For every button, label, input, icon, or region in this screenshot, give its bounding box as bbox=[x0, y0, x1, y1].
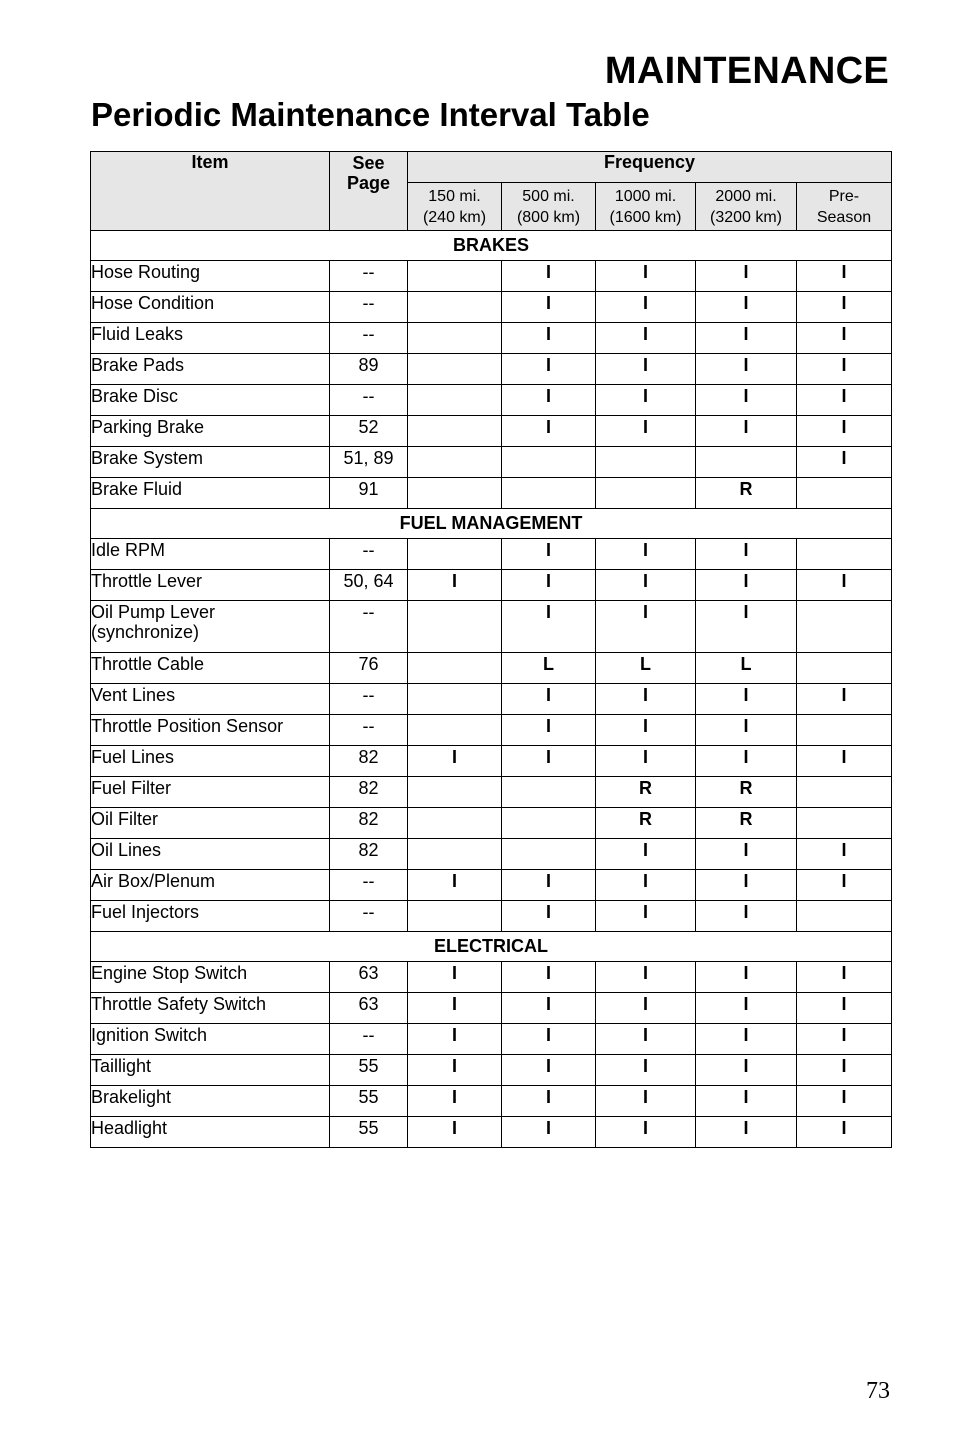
item-cell: Throttle Safety Switch bbox=[91, 993, 330, 1024]
interval-mark-cell: I bbox=[797, 1086, 892, 1117]
item-cell: Brakelight bbox=[91, 1086, 330, 1117]
interval-header: 500 mi. (800 km) bbox=[502, 183, 596, 231]
interval-mark-cell: I bbox=[797, 1117, 892, 1148]
table-row bbox=[91, 1086, 892, 1117]
see-page-cell: 91 bbox=[330, 478, 408, 509]
see-page-cell: -- bbox=[330, 715, 408, 746]
page-number: 73 bbox=[866, 1378, 890, 1404]
interval-mark-cell: L bbox=[696, 653, 797, 684]
see-page-cell: 51, 89 bbox=[330, 447, 408, 478]
see-page-cell: 82 bbox=[330, 746, 408, 777]
interval-mark-cell bbox=[408, 715, 502, 746]
interval-mark-cell: I bbox=[696, 416, 797, 447]
interval-mark-cell: I bbox=[696, 993, 797, 1024]
interval-mark-cell: I bbox=[797, 323, 892, 354]
interval-mark-cell bbox=[408, 292, 502, 323]
interval-mark-cell bbox=[408, 684, 502, 715]
interval-mark-cell: I bbox=[596, 385, 696, 416]
see-page-cell: 89 bbox=[330, 354, 408, 385]
table-row bbox=[91, 292, 892, 323]
see-page-cell: 63 bbox=[330, 962, 408, 993]
interval-mark-cell: I bbox=[502, 715, 596, 746]
see-page-cell: -- bbox=[330, 292, 408, 323]
interval-mark-cell: I bbox=[696, 684, 797, 715]
see-page-cell: 50, 64 bbox=[330, 570, 408, 601]
interval-mark-cell: I bbox=[502, 292, 596, 323]
see-page-cell: 82 bbox=[330, 777, 408, 808]
see-page-cell: 63 bbox=[330, 993, 408, 1024]
page-title: Periodic Maintenance Interval Table bbox=[91, 96, 650, 133]
interval-mark-cell: I bbox=[696, 385, 797, 416]
item-cell: Engine Stop Switch bbox=[91, 962, 330, 993]
see-page-cell: -- bbox=[330, 601, 408, 653]
item-cell: Fuel Filter bbox=[91, 777, 330, 808]
see-page-cell: -- bbox=[330, 261, 408, 292]
table-row bbox=[91, 808, 892, 839]
interval-mark-cell: I bbox=[797, 570, 892, 601]
table-row bbox=[91, 416, 892, 447]
see-page-cell: -- bbox=[330, 684, 408, 715]
table-row bbox=[91, 1117, 892, 1148]
see-page-cell: 52 bbox=[330, 416, 408, 447]
item-cell: Brake Pads bbox=[91, 354, 330, 385]
interval-mark-cell: I bbox=[696, 962, 797, 993]
table-row bbox=[91, 684, 892, 715]
interval-header: 1000 mi. (1600 km) bbox=[596, 183, 696, 231]
interval-mark-cell bbox=[596, 478, 696, 509]
interval-mark-cell: I bbox=[596, 962, 696, 993]
interval-mark-cell: I bbox=[502, 993, 596, 1024]
interval-mark-cell: I bbox=[502, 539, 596, 570]
item-cell: Brake Fluid bbox=[91, 478, 330, 509]
interval-mark-cell: L bbox=[502, 653, 596, 684]
section-title: ELECTRICAL bbox=[91, 932, 892, 962]
item-cell: Ignition Switch bbox=[91, 1024, 330, 1055]
interval-mark-cell bbox=[596, 447, 696, 478]
interval-mark-cell: I bbox=[696, 839, 797, 870]
interval-mark-cell: I bbox=[596, 1055, 696, 1086]
item-cell: Oil Pump Lever (synchronize) bbox=[91, 601, 330, 653]
section-row bbox=[91, 231, 892, 261]
interval-mark-cell: I bbox=[797, 261, 892, 292]
interval-mark-cell bbox=[408, 653, 502, 684]
section-row bbox=[91, 932, 892, 962]
interval-mark-cell: I bbox=[408, 1086, 502, 1117]
interval-mark-cell bbox=[408, 354, 502, 385]
see-page-cell: 76 bbox=[330, 653, 408, 684]
interval-mark-cell bbox=[797, 653, 892, 684]
see-page-cell: 82 bbox=[330, 839, 408, 870]
interval-mark-cell: R bbox=[696, 478, 797, 509]
interval-mark-cell: I bbox=[696, 354, 797, 385]
see-page-cell: 55 bbox=[330, 1117, 408, 1148]
interval-mark-cell: I bbox=[502, 354, 596, 385]
item-cell: Brake System bbox=[91, 447, 330, 478]
interval-mark-cell: R bbox=[696, 777, 797, 808]
item-cell: Fuel Injectors bbox=[91, 901, 330, 932]
interval-mark-cell: I bbox=[502, 570, 596, 601]
table-header-row bbox=[91, 152, 892, 183]
item-cell: Brake Disc bbox=[91, 385, 330, 416]
interval-mark-cell: I bbox=[596, 416, 696, 447]
table-row bbox=[91, 653, 892, 684]
item-cell: Air Box/Plenum bbox=[91, 870, 330, 901]
interval-mark-cell: R bbox=[596, 777, 696, 808]
item-cell: Oil Lines bbox=[91, 839, 330, 870]
see-page-cell: -- bbox=[330, 385, 408, 416]
column-header-frequency: Frequency bbox=[408, 152, 892, 183]
interval-mark-cell: I bbox=[596, 901, 696, 932]
interval-mark-cell: I bbox=[797, 684, 892, 715]
interval-mark-cell: I bbox=[596, 323, 696, 354]
see-page-cell: -- bbox=[330, 323, 408, 354]
table-row bbox=[91, 539, 892, 570]
item-cell: Idle RPM bbox=[91, 539, 330, 570]
interval-mark-cell: I bbox=[408, 993, 502, 1024]
interval-mark-cell: I bbox=[502, 1024, 596, 1055]
see-page-cell: -- bbox=[330, 539, 408, 570]
table-row bbox=[91, 570, 892, 601]
item-cell: Hose Condition bbox=[91, 292, 330, 323]
interval-mark-cell: I bbox=[696, 323, 797, 354]
table-row bbox=[91, 870, 892, 901]
interval-mark-cell: I bbox=[696, 1117, 797, 1148]
interval-mark-cell: I bbox=[596, 839, 696, 870]
section-row bbox=[91, 509, 892, 539]
interval-mark-cell: I bbox=[596, 684, 696, 715]
table-row bbox=[91, 1055, 892, 1086]
interval-mark-cell: I bbox=[797, 385, 892, 416]
interval-mark-cell: I bbox=[696, 601, 797, 653]
interval-mark-cell: I bbox=[596, 601, 696, 653]
interval-mark-cell: I bbox=[408, 1024, 502, 1055]
interval-mark-cell: I bbox=[408, 1055, 502, 1086]
interval-header: 150 mi. (240 km) bbox=[408, 183, 502, 231]
interval-mark-cell bbox=[797, 539, 892, 570]
interval-mark-cell bbox=[797, 808, 892, 839]
interval-mark-cell: I bbox=[502, 601, 596, 653]
interval-mark-cell: I bbox=[797, 447, 892, 478]
section-header: MAINTENANCE bbox=[604, 50, 889, 92]
interval-mark-cell: I bbox=[797, 1024, 892, 1055]
interval-mark-cell: I bbox=[797, 962, 892, 993]
interval-mark-cell: I bbox=[696, 1024, 797, 1055]
interval-mark-cell: I bbox=[696, 715, 797, 746]
interval-mark-cell: I bbox=[596, 292, 696, 323]
interval-mark-cell: I bbox=[797, 416, 892, 447]
interval-mark-cell bbox=[408, 539, 502, 570]
interval-mark-cell: I bbox=[797, 354, 892, 385]
interval-mark-cell bbox=[502, 839, 596, 870]
interval-mark-cell: I bbox=[696, 1086, 797, 1117]
item-cell: Hose Routing bbox=[91, 261, 330, 292]
interval-mark-cell bbox=[797, 901, 892, 932]
interval-mark-cell: I bbox=[596, 570, 696, 601]
interval-mark-cell: I bbox=[596, 261, 696, 292]
interval-mark-cell: I bbox=[696, 1055, 797, 1086]
item-cell: Throttle Cable bbox=[91, 653, 330, 684]
interval-mark-cell: I bbox=[502, 323, 596, 354]
table-row bbox=[91, 839, 892, 870]
interval-mark-cell: I bbox=[696, 901, 797, 932]
table-row bbox=[91, 746, 892, 777]
interval-mark-cell: I bbox=[596, 715, 696, 746]
see-page-cell: 55 bbox=[330, 1086, 408, 1117]
item-cell: Fluid Leaks bbox=[91, 323, 330, 354]
interval-mark-cell bbox=[797, 478, 892, 509]
interval-mark-cell bbox=[408, 901, 502, 932]
item-cell: Taillight bbox=[91, 1055, 330, 1086]
interval-mark-cell bbox=[502, 447, 596, 478]
interval-mark-cell bbox=[797, 777, 892, 808]
interval-mark-cell: I bbox=[502, 1055, 596, 1086]
interval-mark-cell bbox=[502, 777, 596, 808]
section-title: BRAKES bbox=[91, 231, 892, 261]
interval-mark-cell: I bbox=[696, 539, 797, 570]
interval-mark-cell: I bbox=[502, 261, 596, 292]
interval-mark-cell bbox=[408, 416, 502, 447]
interval-mark-cell bbox=[408, 839, 502, 870]
interval-mark-cell: R bbox=[596, 808, 696, 839]
interval-mark-cell: I bbox=[797, 292, 892, 323]
see-page-cell: 55 bbox=[330, 1055, 408, 1086]
interval-mark-cell: I bbox=[696, 746, 797, 777]
interval-mark-cell: I bbox=[596, 1117, 696, 1148]
interval-mark-cell: L bbox=[596, 653, 696, 684]
interval-mark-cell bbox=[408, 323, 502, 354]
interval-header: Pre- Season bbox=[797, 183, 892, 231]
interval-mark-cell: I bbox=[502, 684, 596, 715]
interval-mark-cell: I bbox=[797, 746, 892, 777]
interval-mark-cell bbox=[797, 601, 892, 653]
table-row bbox=[91, 901, 892, 932]
table-row bbox=[91, 601, 892, 653]
table-row bbox=[91, 993, 892, 1024]
item-cell: Headlight bbox=[91, 1117, 330, 1148]
interval-mark-cell: I bbox=[502, 870, 596, 901]
table-body bbox=[91, 231, 892, 1148]
table-row bbox=[91, 478, 892, 509]
interval-mark-cell: I bbox=[696, 261, 797, 292]
interval-mark-cell: I bbox=[502, 962, 596, 993]
interval-mark-cell: I bbox=[408, 1117, 502, 1148]
see-page-cell: 82 bbox=[330, 808, 408, 839]
interval-mark-cell bbox=[696, 447, 797, 478]
column-header-see-page: See Page bbox=[330, 152, 408, 231]
interval-mark-cell bbox=[408, 478, 502, 509]
interval-header: 2000 mi. (3200 km) bbox=[696, 183, 797, 231]
table-row bbox=[91, 323, 892, 354]
table-row bbox=[91, 777, 892, 808]
interval-mark-cell: I bbox=[408, 870, 502, 901]
interval-mark-cell: I bbox=[502, 901, 596, 932]
interval-mark-cell: I bbox=[797, 870, 892, 901]
section-title: FUEL MANAGEMENT bbox=[91, 509, 892, 539]
interval-mark-cell: I bbox=[408, 962, 502, 993]
interval-mark-cell bbox=[408, 385, 502, 416]
interval-mark-cell bbox=[797, 715, 892, 746]
interval-mark-cell: I bbox=[502, 416, 596, 447]
see-page-cell: -- bbox=[330, 901, 408, 932]
interval-mark-cell: I bbox=[596, 746, 696, 777]
interval-mark-cell: R bbox=[696, 808, 797, 839]
interval-mark-cell: I bbox=[408, 570, 502, 601]
see-page-cell: -- bbox=[330, 1024, 408, 1055]
item-cell: Vent Lines bbox=[91, 684, 330, 715]
interval-mark-cell: I bbox=[696, 292, 797, 323]
interval-mark-cell: I bbox=[596, 870, 696, 901]
interval-mark-cell: I bbox=[596, 354, 696, 385]
item-cell: Parking Brake bbox=[91, 416, 330, 447]
maintenance-interval-table bbox=[90, 151, 892, 1148]
interval-mark-cell: I bbox=[797, 839, 892, 870]
item-cell: Fuel Lines bbox=[91, 746, 330, 777]
interval-mark-cell: I bbox=[797, 1055, 892, 1086]
interval-mark-cell: I bbox=[696, 570, 797, 601]
table-row bbox=[91, 261, 892, 292]
interval-mark-cell: I bbox=[596, 1086, 696, 1117]
interval-mark-cell bbox=[502, 808, 596, 839]
item-cell: Oil Filter bbox=[91, 808, 330, 839]
table-row bbox=[91, 447, 892, 478]
item-cell: Throttle Position Sensor bbox=[91, 715, 330, 746]
table-row bbox=[91, 962, 892, 993]
table-row bbox=[91, 354, 892, 385]
table-row bbox=[91, 385, 892, 416]
interval-mark-cell: I bbox=[596, 539, 696, 570]
interval-mark-cell bbox=[408, 447, 502, 478]
interval-mark-cell bbox=[408, 808, 502, 839]
interval-mark-cell: I bbox=[502, 1086, 596, 1117]
interval-mark-cell: I bbox=[596, 1024, 696, 1055]
interval-mark-cell bbox=[408, 261, 502, 292]
table-row bbox=[91, 1024, 892, 1055]
interval-mark-cell: I bbox=[502, 1117, 596, 1148]
column-header-item: Item bbox=[91, 152, 330, 231]
item-cell: Throttle Lever bbox=[91, 570, 330, 601]
interval-mark-cell: I bbox=[502, 385, 596, 416]
interval-mark-cell: I bbox=[696, 870, 797, 901]
table-row bbox=[91, 715, 892, 746]
interval-mark-cell: I bbox=[408, 746, 502, 777]
interval-mark-cell: I bbox=[596, 993, 696, 1024]
interval-mark-cell: I bbox=[797, 993, 892, 1024]
interval-mark-cell bbox=[408, 601, 502, 653]
interval-mark-cell bbox=[408, 777, 502, 808]
interval-mark-cell: I bbox=[502, 746, 596, 777]
see-page-cell: -- bbox=[330, 870, 408, 901]
interval-mark-cell bbox=[502, 478, 596, 509]
